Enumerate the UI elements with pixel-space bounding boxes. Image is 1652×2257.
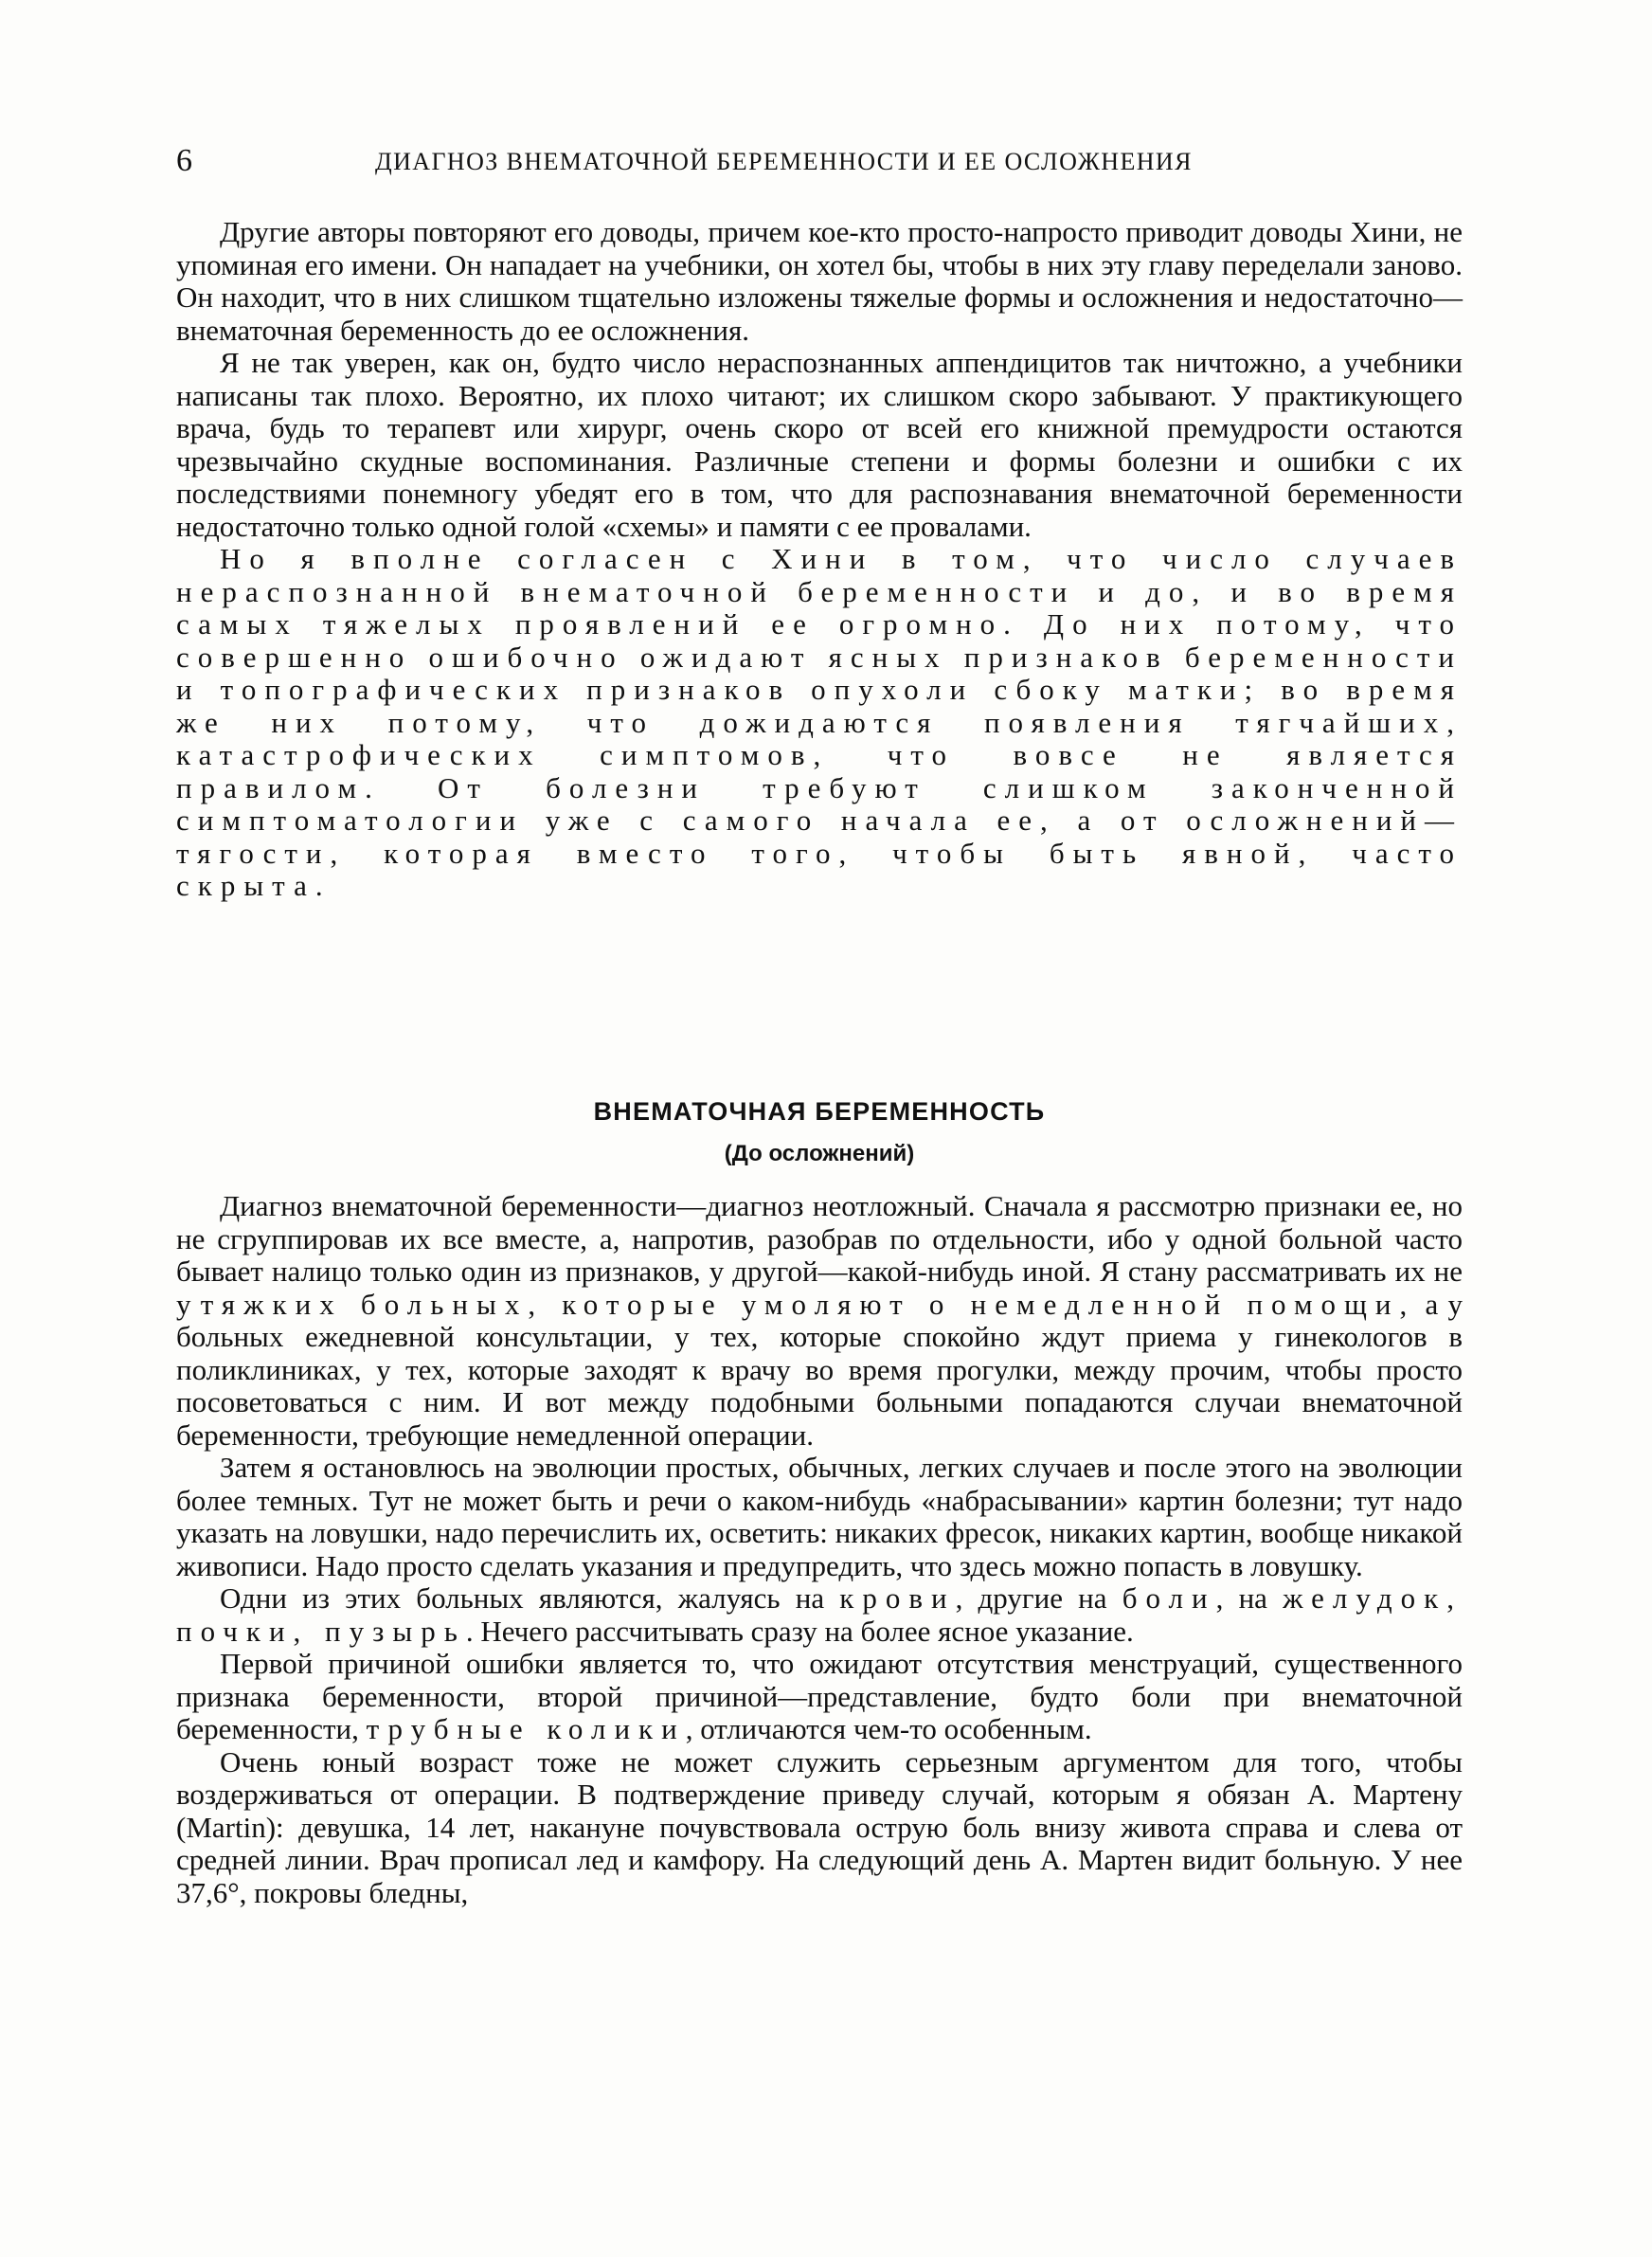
section-subtitle: (До осложнений) — [724, 1141, 915, 1166]
paragraph-2: Я не так уверен, как он, будто число нераспознанных аппендицитов так ничтожно, а учебники написаны так плохо. Вероятно, их плохо читают; их слишком скоро забывают. У практикующего врача, будь то терапевт или хирург, очень скоро от всей его книжной премудрости остаются чрезвычайно скудные воспоминания. Различные степени и формы болезни и ошибки с их последствиями понемногу убедят его в том, что для распознавания внематочной беременности недостаточно только одной голой «схемы» и памяти с ее провалами. — [176, 346, 1463, 543]
paragraph-8: Очень юный возраст тоже не может служить серьезным аргументом для того, чтобы воздерживаться от операции. В подтверждение приведу случай, которым я обязан А. Мартену (Martin): девушка, 14 лет, накануне почувствовала острую боль внизу живота справа и слева от средней линии. Врач прописал лед и камфору. На следующий день А. Мартен видит больную. У нее 37,6°, покровы бледны, — [176, 1744, 1463, 1909]
p7-text-b: , отличаются чем-то особенным. — [685, 1712, 1092, 1745]
paragraph-1: Другие авторы повторяют его доводы, причем кое-кто просто-напросто приводит доводы Хини, не упоминая его имени. Он нападает на учебники, он хотел бы, чтобы в них эту главу переделали заново. Он находит, что в них слишком тщательно изложены тяжелые формы и осложнения и недостаточно—внематочная беременность до ее осложнения. — [176, 215, 1463, 347]
p4-spaced-emphasis: тяжких больных, которые умоляют о немедленной помощи, — [200, 1287, 1416, 1321]
p6-spaced-krovi: крови — [839, 1581, 956, 1615]
p6-text-b: , другие на — [955, 1581, 1122, 1615]
section-title: ВНЕМАТОЧНАЯ БЕРЕМЕННОСТЬ — [593, 1097, 1046, 1126]
p4-text-b: а у больных ежедневной консультации, у тех, которые спокойно ждут приема у гинекологов в поликлиниках, у тех, которые заходят к врачу во время прогулки, между прочим, чтобы просто посоветоваться с ним. И вот между подобными больными попадаются случаи внематочной беременности, требующие немедленной операции. — [176, 1287, 1463, 1452]
p7-text-a: Первой причиной ошибки является то, что ожидают отсутствия менструаций, существенного признака беременности, второй причиной—представление, будто боли при внематочной беременности, — [176, 1647, 1463, 1745]
p4-text-a: Диагноз внематочной беременности—диагноз неотложный. Сначала я рассмотрю признаки ее, но не сгруппировав их все вместе, а, напротив, разобрав по отдельности, ибо у одной больной часто бывает налицо только один из признаков, у другой—какой-нибудь иной. Я стану рассматривать их не у — [176, 1189, 1463, 1321]
text-block-bottom — [176, 1190, 1463, 1909]
paragraph-6 — [176, 1582, 1463, 1648]
p6-text-a: Одни из этих больных являются, жалуясь на — [220, 1581, 840, 1615]
text-block-top — [176, 216, 1463, 903]
paragraph-4 — [176, 1190, 1463, 1452]
paragraph-7 — [176, 1648, 1463, 1746]
paragraph-5: Затем я остановлюсь на эволюции простых, обычных, легких случаев и после этого на эволюции более темных. Тут не может быть и речи о каком-нибудь «набрасывании» картин болезни; тут надо указать на ловушки, надо перечислить их, осветить: никаких фресок, никаких картин, вообще никакой живописи. Надо просто сделать указания и предупредить, что здесь можно попасть в ловушку. — [176, 1451, 1463, 1582]
p6-spaced-boli: боли — [1122, 1581, 1216, 1615]
running-head — [176, 142, 1463, 180]
p6-text-c: , на — [1215, 1581, 1284, 1615]
running-head-title: ДИАГНОЗ ВНЕМАТОЧНОЙ БЕРЕМЕННОСТИ И ЕЕ ОСЛОЖНЕНИЯ — [375, 148, 1193, 175]
page-number: 6 — [176, 143, 192, 178]
paragraph-3-spaced: Но я вполне согласен с Хини в том, что число случаев нераспознанной внематочной беременности и до, и во время самых тяжелых проявлений ее огромно. До них потому, что совершенно ошибочно ожидают ясных признаков беременности и топографических признаков опухоли сбоку матки; во время же них потому, что дожидаются появления тягчайших, катастрофических симптомов, что вовсе не является правилом. От болезни требуют слишком законченной симптоматологии уже с самого начала ее, а от осложнений—тягости, которая вместо того, чтобы быть явной, часто скрыта. — [176, 542, 1463, 902]
p6-text-d: . Нечего рассчитывать сразу на более ясное указание. — [465, 1614, 1134, 1648]
p7-spaced-emphasis: трубные колики — [366, 1712, 686, 1745]
p6-spaced-organs: желудок, почки, пузырь — [176, 1581, 1463, 1648]
